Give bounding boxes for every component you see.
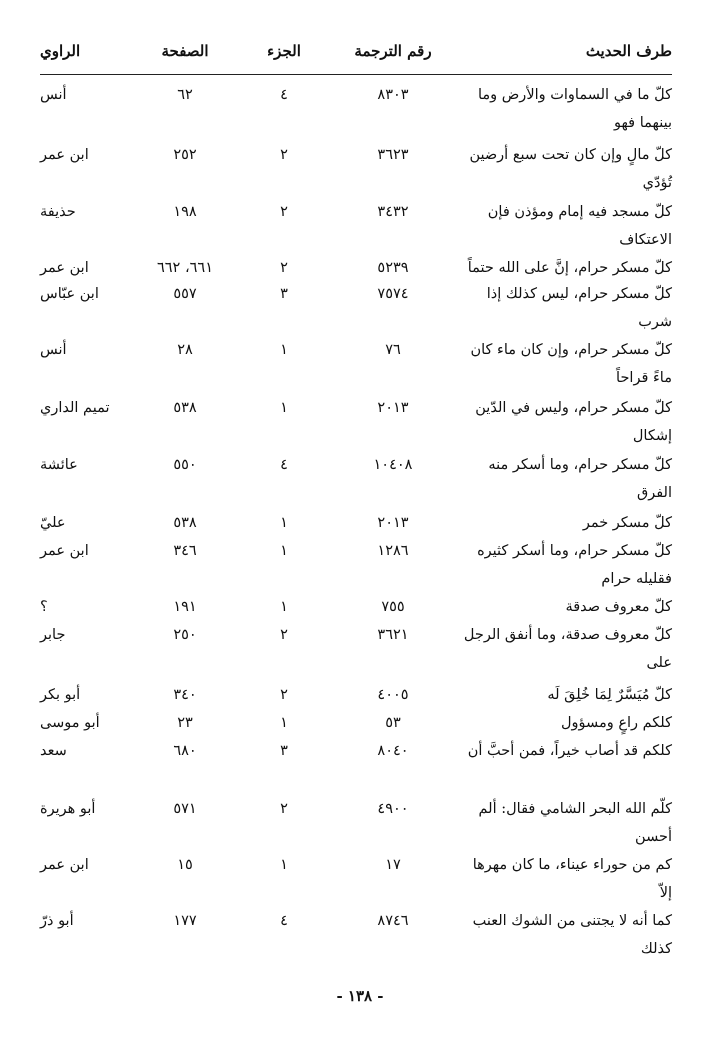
hadith-text: كلّ معروف صدقة (565, 599, 672, 615)
table-row (40, 593, 672, 621)
narrator-name: أنس (40, 342, 67, 358)
hadith-text: كلّ مسجد فيه إمام ومؤذن فإن الاعتكاف (487, 204, 672, 248)
translation-number: ٣٦٢٣ (377, 147, 409, 163)
translation-number: ٧٦ (385, 342, 401, 358)
narrator-name: جابر (40, 627, 66, 643)
page-number-cell: ٦٨٠ (173, 743, 197, 759)
page-number-cell: ٦٢ (177, 87, 193, 103)
table-row (40, 394, 672, 451)
juz-number: ٢ (280, 260, 288, 276)
narrator-name: ابن عمر (40, 147, 89, 163)
narrator-name: ابن عبّاس (40, 286, 99, 302)
narrator-name: أبو ذرّ (40, 913, 74, 929)
translation-number: ٧٥٧٤ (377, 286, 409, 302)
translation-number: ٢٠١٣ (377, 515, 409, 531)
hadith-text: كلّم الله البحر الشامي فقال: ألم أحسن (478, 801, 672, 845)
juz-number: ١ (280, 515, 288, 531)
hadith-text: كلّ مالٍ وإن كان تحت سبع أرضين تُؤدّي (469, 147, 672, 191)
page-number-cell: ٥٧١ (173, 801, 197, 817)
header-hadith: طرف الحديث (585, 42, 672, 60)
narrator-name: أبو هريرة (40, 801, 96, 817)
translation-number: ٨٠٤٠ (377, 743, 409, 759)
hadith-text: كلّ ما في السماوات والأرض وما بينهما فهو (477, 87, 672, 131)
translation-number: ٢٠١٣ (377, 400, 409, 416)
translation-number: ٤٩٠٠ (377, 801, 409, 817)
table-row (40, 141, 672, 198)
table-row (40, 198, 672, 254)
hadith-text: كلّ مُيَسَّرٌ لِمَا خُلِقَ لَه (547, 687, 672, 703)
header-narrator: الراوي (40, 42, 81, 60)
translation-number: ٤٠٠٥ (377, 687, 409, 703)
table-row (40, 336, 672, 394)
table-header (40, 28, 672, 74)
table-row (40, 537, 672, 593)
page-number-cell: ١٩١ (173, 599, 197, 615)
table-row (40, 681, 672, 709)
narrator-name: أبو موسى (40, 715, 100, 731)
juz-number: ٢ (280, 204, 288, 220)
table-row (40, 509, 672, 537)
translation-number: ٣٦٢١ (377, 627, 409, 643)
translation-number: ٨٧٤٦ (377, 913, 409, 929)
header-page: الصفحة (161, 42, 209, 60)
page-number-cell: ٢٣ (177, 715, 193, 731)
page-number-cell: ٢٨ (177, 342, 193, 358)
table-body (40, 81, 672, 963)
page-number-cell: ٥٣٨ (173, 515, 197, 531)
table-row (40, 254, 672, 280)
hadith-text: كلكم راعٍ ومسؤول (561, 715, 672, 731)
narrator-name: أبو بكر (40, 687, 81, 703)
juz-number: ٣ (280, 286, 288, 302)
hadith-text: كلّ معروف صدقة، وما أنفق الرجل على (463, 627, 672, 671)
page-number-cell: ١٧٧ (173, 913, 197, 929)
page-number-cell: ٢٥٢ (173, 147, 197, 163)
translation-number: ٥٢٣٩ (377, 260, 409, 276)
juz-number: ٢ (280, 687, 288, 703)
table-row (40, 621, 672, 681)
page-number-cell: ٣٤٠ (173, 687, 197, 703)
header-juz: الجزء (267, 42, 301, 60)
page-number: - ١٣٨ - (336, 987, 384, 1005)
table-row (40, 737, 672, 795)
juz-number: ١ (280, 857, 288, 873)
hadith-text: كم من حوراء عيناء، ما كان مهرها إلاّ (472, 857, 672, 901)
page-number-cell: ١٩٨ (173, 204, 197, 220)
table-row (40, 451, 672, 509)
table-row (40, 81, 672, 141)
narrator-name: ابن عمر (40, 857, 89, 873)
juz-number: ٢ (280, 801, 288, 817)
juz-number: ١ (280, 543, 288, 559)
table-row (40, 907, 672, 963)
juz-number: ١ (280, 599, 288, 615)
table-row (40, 709, 672, 737)
page-number-cell: ٥٥٧ (173, 286, 197, 302)
narrator-name: ؟ (40, 599, 48, 615)
translation-number: ٨٣٠٣ (377, 87, 409, 103)
hadith-text: كلّ مسكر حرام، وما أسكر منه الفرق (488, 457, 672, 501)
juz-number: ١ (280, 715, 288, 731)
page-number-cell: ٣٤٦ (173, 543, 197, 559)
table-row (40, 851, 672, 907)
hadith-text: كلّ مسكر حرام، وما أسكر كثيره فقليله حرام (477, 543, 672, 587)
page-number-cell: ٥٥٠ (173, 457, 197, 473)
translation-number: ١٢٨٦ (377, 543, 409, 559)
table-row (40, 280, 672, 336)
translation-number: ٥٣ (385, 715, 401, 731)
narrator-name: حذيفة (40, 204, 76, 220)
translation-number: ١٠٤٠٨ (373, 457, 413, 473)
juz-number: ٣ (280, 743, 288, 759)
header-rule (40, 74, 672, 75)
juz-number: ٤ (280, 457, 288, 473)
narrator-name: ابن عمر (40, 543, 89, 559)
hadith-text: كلكم قد أصاب خيراً، فمن أحبَّ أن (467, 743, 672, 759)
juz-number: ٢ (280, 627, 288, 643)
narrator-name: عليّ (40, 515, 66, 531)
narrator-name: تميم الداري (40, 400, 110, 416)
page-number-cell: ٦٦١، ٦٦٢ (156, 260, 214, 276)
translation-number: ١٧ (385, 857, 401, 873)
narrator-name: أنس (40, 87, 67, 103)
narrator-name: سعد (40, 743, 67, 759)
page-number-cell: ٥٣٨ (173, 400, 197, 416)
translation-number: ٧٥٥ (381, 599, 405, 615)
hadith-text: كلّ مسكر حرام، وإن كان ماء كان ماءً قراحاً (470, 342, 672, 386)
hadith-text: كلّ مسكر حرام، ليس كذلك إذا شرب (486, 286, 672, 330)
header-translation-no: رقم الترجمة (354, 42, 432, 60)
hadith-text: كلّ مسكر حرام، إنَّ على الله حتماً (467, 260, 672, 276)
juz-number: ٤ (280, 87, 288, 103)
index-page (40, 28, 672, 963)
narrator-name: ابن عمر (40, 260, 89, 276)
hadith-text: كلّ مسكر حرام، وليس في الدّين إشكال (475, 400, 672, 444)
juz-number: ٢ (280, 147, 288, 163)
table-row (40, 795, 672, 851)
juz-number: ٤ (280, 913, 288, 929)
hadith-text: كلّ مسكر خمر (582, 515, 672, 531)
juz-number: ١ (280, 342, 288, 358)
juz-number: ١ (280, 400, 288, 416)
narrator-name: عائشة (40, 457, 78, 473)
page-number-cell: ٢٥٠ (173, 627, 197, 643)
page-number-cell: ١٥ (177, 857, 193, 873)
translation-number: ٣٤٣٢ (377, 204, 409, 220)
hadith-text: كما أنه لا يجتنى من الشوك العنب كذلك (472, 913, 672, 957)
